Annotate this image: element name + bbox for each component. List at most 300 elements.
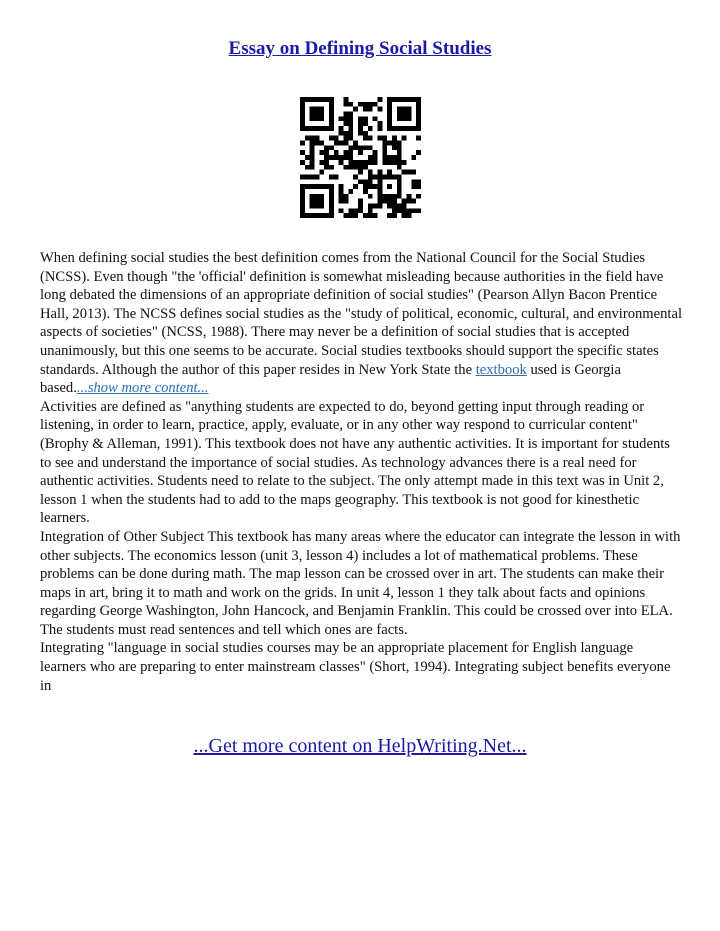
qr-module xyxy=(392,136,397,141)
qr-module xyxy=(397,208,402,213)
qr-module xyxy=(315,194,320,199)
qr-module xyxy=(397,145,402,150)
qr-module xyxy=(329,155,334,160)
qr-module xyxy=(324,150,329,155)
qr-module xyxy=(329,97,334,102)
qr-module xyxy=(339,131,344,136)
qr-module xyxy=(382,194,387,199)
qr-module xyxy=(377,174,382,179)
qr-module xyxy=(305,184,310,189)
qr-module xyxy=(358,160,363,165)
qr-module xyxy=(382,199,387,204)
qr-module xyxy=(348,112,353,117)
qr-module xyxy=(300,184,305,189)
qr-module xyxy=(358,116,363,121)
qr-module xyxy=(406,97,411,102)
qr-module xyxy=(310,136,315,141)
qr-module xyxy=(402,97,407,102)
qr-module xyxy=(300,141,305,146)
qr-module xyxy=(382,145,387,150)
qr-module xyxy=(387,112,392,117)
qr-module xyxy=(329,194,334,199)
qr-module xyxy=(363,160,368,165)
qr-module xyxy=(397,184,402,189)
qr-module xyxy=(392,155,397,160)
qr-module xyxy=(373,213,378,218)
qr-module xyxy=(382,136,387,141)
qr-module xyxy=(324,145,329,150)
qr-module xyxy=(397,155,402,160)
qr-module xyxy=(310,150,315,155)
qr-module xyxy=(329,174,334,179)
qr-module xyxy=(377,107,382,112)
qr-module xyxy=(397,165,402,170)
qr-module xyxy=(373,102,378,107)
qr-module xyxy=(392,97,397,102)
qr-module xyxy=(363,136,368,141)
qr-module xyxy=(387,116,392,121)
qr-module xyxy=(406,112,411,117)
qr-module xyxy=(344,97,349,102)
qr-module xyxy=(358,150,363,155)
qr-module xyxy=(392,141,397,146)
qr-module xyxy=(416,136,421,141)
qr-module xyxy=(387,170,392,175)
qr-module xyxy=(392,203,397,208)
qr-module xyxy=(368,203,373,208)
qr-module xyxy=(387,194,392,199)
qr-module xyxy=(334,155,339,160)
qr-module xyxy=(387,155,392,160)
qr-module xyxy=(353,160,358,165)
qr-module xyxy=(358,179,363,184)
qr-module xyxy=(402,126,407,131)
qr-module xyxy=(397,160,402,165)
qr-module xyxy=(368,179,373,184)
qr-module xyxy=(387,107,392,112)
qr-module xyxy=(387,160,392,165)
qr-module xyxy=(387,184,392,189)
qr-module xyxy=(406,170,411,175)
qr-module xyxy=(382,174,387,179)
qr-module xyxy=(387,199,392,204)
qr-module xyxy=(358,208,363,213)
qr-module xyxy=(373,155,378,160)
qr-module xyxy=(402,170,407,175)
qr-module xyxy=(416,107,421,112)
qr-module xyxy=(353,145,358,150)
qr-module xyxy=(353,213,358,218)
qr-module xyxy=(319,150,324,155)
qr-module xyxy=(402,107,407,112)
qr-module xyxy=(382,141,387,146)
qr-module xyxy=(310,160,315,165)
qr-module xyxy=(397,107,402,112)
qr-module xyxy=(329,189,334,194)
qr-module xyxy=(329,126,334,131)
qr-module xyxy=(305,213,310,218)
qr-module xyxy=(300,189,305,194)
qr-module xyxy=(392,160,397,165)
qr-module xyxy=(348,136,353,141)
qr-module xyxy=(334,141,339,146)
qr-module xyxy=(387,174,392,179)
qr-module xyxy=(315,112,320,117)
qr-module xyxy=(339,160,344,165)
qr-module xyxy=(300,160,305,165)
qr-module xyxy=(310,97,315,102)
qr-module xyxy=(397,150,402,155)
qr-module xyxy=(300,203,305,208)
qr-module xyxy=(344,199,349,204)
qr-module xyxy=(392,213,397,218)
qr-module xyxy=(348,150,353,155)
qr-module xyxy=(300,208,305,213)
qr-module xyxy=(363,213,368,218)
qr-module xyxy=(339,199,344,204)
qr-module xyxy=(387,213,392,218)
qr-module xyxy=(348,160,353,165)
qr-module xyxy=(344,165,349,170)
qr-module xyxy=(363,145,368,150)
qr-module xyxy=(387,126,392,131)
qr-module xyxy=(348,121,353,126)
qr-module xyxy=(382,160,387,165)
qr-module xyxy=(377,121,382,126)
qr-module xyxy=(368,184,373,189)
qr-module xyxy=(344,150,349,155)
qr-module xyxy=(402,203,407,208)
qr-module xyxy=(319,203,324,208)
qr-module xyxy=(363,179,368,184)
qr-module xyxy=(377,199,382,204)
paragraph-language: Integrating "language in social studies courses may be an appropriate placement for English language learners who are preparing to enter mainstream classes" (Short, 1994). Integrating subject benefits everyone in xyxy=(40,640,671,694)
qr-module xyxy=(329,208,334,213)
qr-module xyxy=(363,189,368,194)
qr-module xyxy=(324,165,329,170)
qr-module xyxy=(305,155,310,160)
qr-module xyxy=(329,112,334,117)
qr-module xyxy=(334,150,339,155)
qr-module xyxy=(344,131,349,136)
qr-module xyxy=(416,112,421,117)
qr-module xyxy=(300,102,305,107)
qr-module xyxy=(339,116,344,121)
qr-module xyxy=(397,189,402,194)
qr-module xyxy=(358,145,363,150)
qr-module xyxy=(411,170,416,175)
qr-module xyxy=(305,126,310,131)
qr-module xyxy=(358,203,363,208)
qr-module xyxy=(377,184,382,189)
qr-module xyxy=(406,213,411,218)
qr-module xyxy=(416,102,421,107)
qr-module xyxy=(315,174,320,179)
qr-module xyxy=(310,116,315,121)
qr-module xyxy=(348,116,353,121)
qr-module xyxy=(319,107,324,112)
qr-module xyxy=(315,203,320,208)
qr-module xyxy=(377,136,382,141)
qr-module xyxy=(319,184,324,189)
qr-module xyxy=(300,174,305,179)
qr-module xyxy=(329,102,334,107)
qr-module xyxy=(382,150,387,155)
qr-module xyxy=(319,170,324,175)
qr-module xyxy=(377,194,382,199)
qr-module xyxy=(344,213,349,218)
qr-module xyxy=(411,179,416,184)
qr-module xyxy=(329,213,334,218)
qr-module xyxy=(416,116,421,121)
qr-module xyxy=(392,199,397,204)
qr-module xyxy=(377,170,382,175)
get-more-content-link[interactable]: ...Get more content on HelpWriting.Net... xyxy=(193,735,527,757)
qr-module xyxy=(305,97,310,102)
qr-module xyxy=(310,112,315,117)
qr-module xyxy=(329,136,334,141)
paragraph-intro-tail: used is Georgia based. xyxy=(40,361,621,397)
qr-module xyxy=(319,116,324,121)
qr-module xyxy=(348,189,353,194)
qr-module xyxy=(344,102,349,107)
paragraph-intro xyxy=(40,249,682,398)
qr-module xyxy=(402,208,407,213)
qr-module xyxy=(315,199,320,204)
qr-module xyxy=(310,199,315,204)
qr-module xyxy=(353,174,358,179)
qr-module xyxy=(373,116,378,121)
qr-module xyxy=(310,194,315,199)
qr-module xyxy=(300,112,305,117)
qr-module xyxy=(368,213,373,218)
qr-module xyxy=(329,165,334,170)
qr-module xyxy=(315,126,320,131)
qr-module xyxy=(377,179,382,184)
qr-module xyxy=(310,174,315,179)
qr-module xyxy=(344,194,349,199)
qr-module xyxy=(402,112,407,117)
qr-module xyxy=(319,141,324,146)
qr-module xyxy=(402,160,407,165)
qr-module xyxy=(324,160,329,165)
qr-module xyxy=(353,141,358,146)
qr-module xyxy=(368,136,373,141)
qr-module xyxy=(300,107,305,112)
qr-module xyxy=(373,174,378,179)
qr-module xyxy=(310,126,315,131)
qr-module xyxy=(397,179,402,184)
qr-module xyxy=(329,121,334,126)
qr-module xyxy=(392,194,397,199)
qr-module xyxy=(368,102,373,107)
qr-module xyxy=(377,126,382,131)
qr-module xyxy=(319,213,324,218)
qr-module xyxy=(363,116,368,121)
qr-module xyxy=(397,141,402,146)
qr-module xyxy=(300,97,305,102)
qr-module xyxy=(324,184,329,189)
qr-module xyxy=(339,189,344,194)
qr-module xyxy=(353,165,358,170)
qr-module xyxy=(339,208,344,213)
qr-module xyxy=(300,199,305,204)
qr-module xyxy=(348,126,353,131)
qr-module xyxy=(402,213,407,218)
qr-module xyxy=(324,126,329,131)
qr-module xyxy=(411,155,416,160)
qr-module xyxy=(339,194,344,199)
qr-module xyxy=(368,194,373,199)
qr-module xyxy=(334,174,339,179)
qr-module xyxy=(392,208,397,213)
qr-module xyxy=(377,189,382,194)
qr-module xyxy=(363,165,368,170)
qr-module xyxy=(368,155,373,160)
qr-module xyxy=(387,97,392,102)
qr-module xyxy=(416,194,421,199)
qr-module xyxy=(406,208,411,213)
qr-module xyxy=(406,126,411,131)
qr-module xyxy=(377,97,382,102)
qr-module xyxy=(416,208,421,213)
qr-module xyxy=(348,208,353,213)
qr-module xyxy=(373,184,378,189)
qr-module xyxy=(344,116,349,121)
qr-module xyxy=(319,194,324,199)
qr-module xyxy=(387,141,392,146)
qr-module xyxy=(344,121,349,126)
qr-module xyxy=(348,165,353,170)
qr-module xyxy=(310,203,315,208)
qr-module xyxy=(363,107,368,112)
qr-module xyxy=(310,213,315,218)
qr-module xyxy=(397,203,402,208)
qr-module xyxy=(353,107,358,112)
qr-module xyxy=(411,208,416,213)
qr-module xyxy=(310,155,315,160)
qr-module xyxy=(397,116,402,121)
qr-module xyxy=(315,97,320,102)
qr-module xyxy=(315,107,320,112)
qr-module xyxy=(416,184,421,189)
qr-module xyxy=(363,121,368,126)
qr-module xyxy=(348,145,353,150)
qr-module xyxy=(348,131,353,136)
qr-module xyxy=(406,194,411,199)
qr-module xyxy=(329,203,334,208)
paragraph-integration: Integration of Other Subject This textbook has many areas where the educator can integrate the lesson in with other subjects. The economics lesson (unit 3, lesson 4) includes a lot of mathematical problems. These problems can be done during math. The map lesson can be crossed over in art. The students can make their maps in art, bring it to math and work on the grids. In unit 4, lesson 1 they talk about facts and opinions regarding George Washington, John Hancock, and Benjamin Franklin. This could be crossed over into ELA. The students must read sentences and tell which ones are facts. xyxy=(40,528,681,638)
qr-module xyxy=(402,136,407,141)
qr-module xyxy=(329,116,334,121)
qr-module xyxy=(319,199,324,204)
qr-module xyxy=(315,213,320,218)
qr-module xyxy=(363,102,368,107)
qr-module xyxy=(416,121,421,126)
qr-module xyxy=(315,141,320,146)
qr-module xyxy=(397,194,402,199)
qr-module xyxy=(387,203,392,208)
qr-module xyxy=(416,97,421,102)
qr-module xyxy=(397,112,402,117)
qr-module xyxy=(358,199,363,204)
qr-module xyxy=(344,155,349,160)
qr-module xyxy=(334,136,339,141)
qr-module xyxy=(319,126,324,131)
qr-module xyxy=(300,121,305,126)
qr-module xyxy=(373,203,378,208)
qr-module xyxy=(382,155,387,160)
qr-module xyxy=(363,131,368,136)
qr-module xyxy=(344,112,349,117)
qr-module xyxy=(358,165,363,170)
qr-module xyxy=(411,199,416,204)
qr-module xyxy=(358,121,363,126)
qr-module xyxy=(339,141,344,146)
essay-title-link[interactable]: Essay on Defining Social Studies xyxy=(228,38,492,59)
qr-module xyxy=(416,179,421,184)
qr-module xyxy=(300,213,305,218)
qr-module xyxy=(368,170,373,175)
qr-module xyxy=(411,126,416,131)
qr-module xyxy=(363,184,368,189)
qr-module xyxy=(305,174,310,179)
qr-module xyxy=(353,184,358,189)
qr-module xyxy=(324,213,329,218)
textbook-link[interactable]: textbook xyxy=(475,361,527,378)
qr-module xyxy=(368,208,373,213)
qr-module xyxy=(368,145,373,150)
paragraph-activities: Activities are defined as "anything students are expected to do, beyond getting input through reading or listening, in order to learn, practice, apply, evaluate, or in any other way respond to curricular content" (Brophy & Alleman, 1991). This textbook does not have any authentic activities. It is important for students to see and understand the importance of social studies. As technology advances there is a real need for authentic activities. Students need to relate to the subject. The only attempt made in this text was in Unit 2, lesson 1 when the students had to add to the maps geography. This textbook is not good for kinesthetic learners. xyxy=(40,398,670,527)
qr-module xyxy=(315,184,320,189)
qr-module xyxy=(300,116,305,121)
qr-module xyxy=(406,107,411,112)
qr-module xyxy=(387,102,392,107)
qr-module xyxy=(358,126,363,131)
show-more-link[interactable]: ...show more content... xyxy=(76,380,209,397)
qr-module xyxy=(358,131,363,136)
qr-module xyxy=(368,160,373,165)
qr-module xyxy=(305,136,310,141)
qr-module xyxy=(368,126,373,131)
qr-module xyxy=(373,160,378,165)
qr-module xyxy=(329,145,334,150)
qr-module xyxy=(319,112,324,117)
qr-module xyxy=(344,141,349,146)
qr-module xyxy=(358,170,363,175)
qr-module xyxy=(319,160,324,165)
qr-module xyxy=(397,126,402,131)
qr-module xyxy=(406,199,411,204)
qr-module xyxy=(339,184,344,189)
qr-module xyxy=(353,208,358,213)
qr-module xyxy=(411,97,416,102)
qr-module xyxy=(310,141,315,146)
qr-module xyxy=(348,155,353,160)
qr-module xyxy=(392,145,397,150)
essay-body xyxy=(40,249,682,695)
qr-module xyxy=(339,155,344,160)
paragraph-intro-text: When defining social studies the best definition comes from the National Council for the Social Studies (NCSS). Even though "the 'official' definition is somewhat misleading because authorities in the field have long debated the dimensions of an appropriate definition of social studies" (Pearson Allyn Bacon Prentice Hall, 2013). The NCSS defines social studies as the "study of political, economic, cultural, and environmental aspects of societies" (NCSS, 1988). There may never be a definition of social studies that is accepted unanimously, but this one seems to be accurate. Social studies textbooks should support the specific states standards. Although the author of this paper resides in New York State the xyxy=(40,250,683,378)
qr-module xyxy=(300,194,305,199)
qr-module xyxy=(402,199,407,204)
qr-module xyxy=(344,136,349,141)
qr-module xyxy=(411,184,416,189)
qr-module xyxy=(305,165,310,170)
qr-module xyxy=(348,102,353,107)
qr-module xyxy=(402,116,407,121)
qr-module xyxy=(368,174,373,179)
